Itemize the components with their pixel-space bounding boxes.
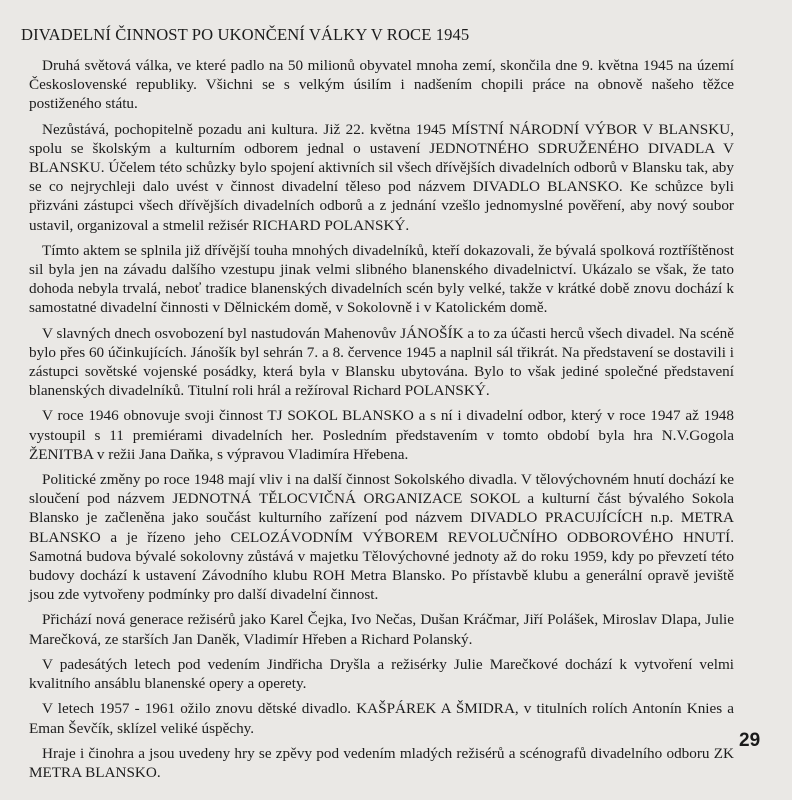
paragraph: Nezůstává, pochopitelně pozadu ani kultura. Již 22. května 1945 MÍSTNÍ NÁRODNÍ VÝBOR V BLANSKU, spolu se školským a kulturním odborem jednal o ustavení JEDNOTNÉHO SDRUŽENÉHO DIVADLA V BLANSKU. Účelem této schůzky bylo spojení aktivních sil všech dřívějších divadelních odborů v Blansku tak, aby se co nejrychleji dalo uvést v činnost divadelní těleso pod názvem DIVADLO BLANSKO. Ke schůzce byli přizváni zástupci všech dřívějších divadelních odborů a z jednání vzešlo jednomyslné pověření, aby nový soubor ustavil, organizoval a stmelil režisér RICHARD POLANSKÝ. [29,120,734,234]
paragraph: V roce 1946 obnovuje svoji činnost TJ SOKOL BLANSKO a s ní i divadelní odbor, který v roce 1947 až 1948 vystoupil s 11 premiérami divadelních her. Posledním představením v tomto období byla hra N.V.Gogola ŽENITBA v režii Jana Daňka, s výpravou Vladimíra Hřebena. [29,407,734,463]
paragraph: V padesátých letech pod vedením Jindřicha Dryšla a režisérky Julie Marečkové dochází k vytvoření velmi kvalitního ansáblu blanenské opery a operety. [29,655,734,693]
page-number: 29 [739,730,761,751]
paragraph: Hraje i činohra a jsou uvedeny hry se zpěvy pod vedením mladých režisérů a scénografů divadelního odboru ZK METRA BLANSKO. [29,744,734,781]
page-title: DIVADELNÍ ČINNOST PO UKONČENÍ VÁLKY V ROCE 1945 [21,25,470,44]
paragraph: Přichází nová generace režisérů jako Karel Čejka, Ivo Nečas, Dušan Kráčmar, Jiří Polášek, Miroslav Dlapa, Julie Marečková, ze starších Jan Daněk, Vladimír Hřeben a Richard Polanský. [29,611,734,648]
paragraph: Druhá světová válka, ve které padlo na 50 milionů obyvatel mnoha zemí, skončila dne 9. května 1945 na území Československé republiky. Všichni se s velkým úsilím i nadšením chopili práce na obnově našeho těžce postiženého státu. [29,57,734,113]
paragraph: Tímto aktem se splnila již dřívější touha mnohých divadelníků, kteří dokazovali, že bývalá spolková roztříštěnost sil byla jen na závadu dalšího vzestupu jinak velmi slibného blanenského divadelnictví. Ukázalo se však, že tato dohoda nebyla trvalá, neboť tradice blanenských divadelních scén byly velké, takže v krátké době znovu dochází k samostatné divadelní činnosti v Dělnickém domě, v Sokolovně i v Katolickém domě. [29,241,734,317]
body-text [29,56,734,788]
paragraph: V slavných dnech osvobození byl nastudován Mahenovův JÁNOŠÍK a to za účasti herců všech divadel. Na scéně bylo přes 60 účinkujících. Jánošík byl sehrán 7. a 8. července 1945 a naplnil sál třikrát. Na představení se dostavili i zástupci sovětské vojenské posádky, která byla v Blansku ubytována. Bylo to však jediné společné představení blanenských divadelníků. Titulní roli hrál a režíroval Richard POLANSKÝ. [29,324,734,400]
paragraph: V letech 1957 - 1961 ožilo znovu dětské divadlo. KAŠPÁREK A ŠMIDRA, v titulních rolích Antonín Knies a Eman Ševčík, sklízel veliké úspěchy. [29,700,734,737]
paragraph: Politické změny po roce 1948 mají vliv i na další činnost Sokolského divadla. V tělovýchovném hnutí dochází ke sloučení pod názvem JEDNOTNÁ TĚLOCVIČNÁ ORGANIZACE SOKOL a kulturní část bývalého Sokola Blansko je začleněna jako součást kulturního zařízení pod názvem DIVADLO PRACUJÍCÍCH n.p. METRA BLANSKO a je řízeno jeho CELOZÁVODNÍM VÝBOREM REVOLUČNÍHO ODBOROVÉHO HNUTÍ. Samotná budova bývalé sokolovny zůstává v majetku Tělovýchovné jednoty až do roku 1959, kdy po převzetí této budovy dochází k ustavení Závodního klubu ROH Metra Blansko. Po přístavbě klubu a generální opravě jeviště jsou zde vytvořeny podmínky pro další divadelní činnost. [29,471,734,604]
